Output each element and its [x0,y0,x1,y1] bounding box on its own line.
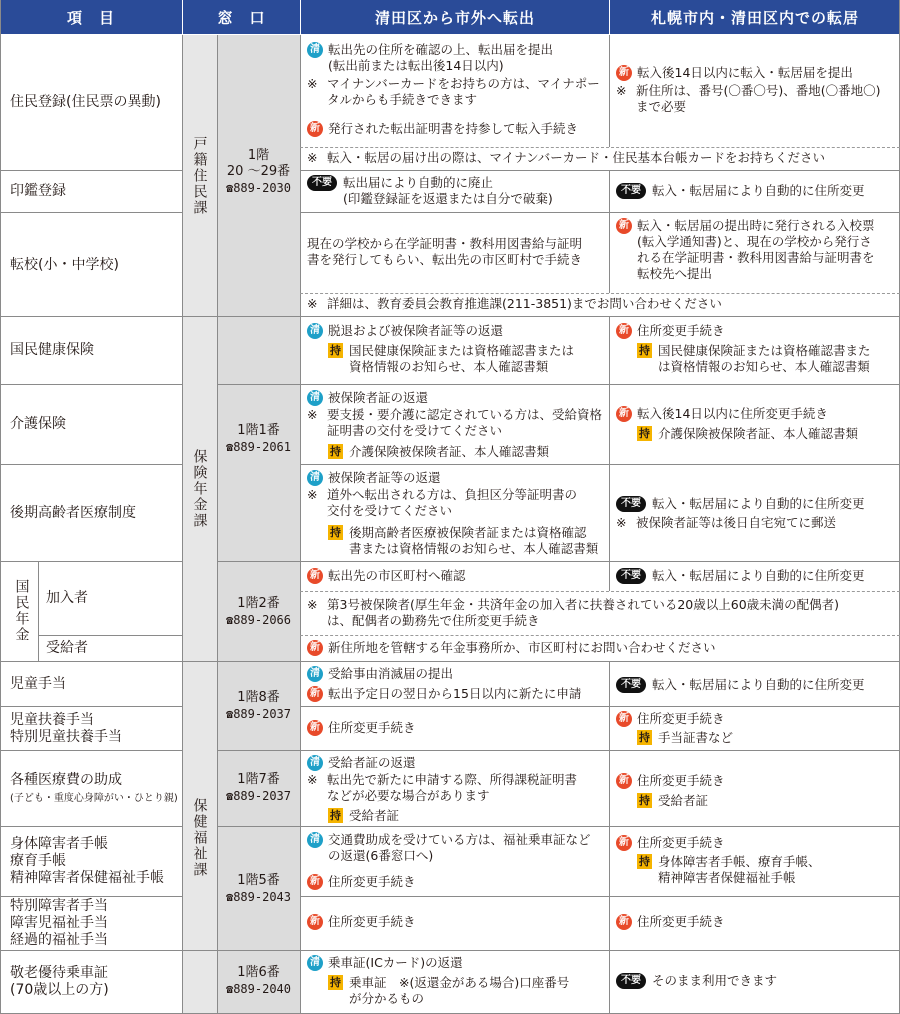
window-floor: 1階8番 [237,690,280,705]
out-handbook-step: 清 交通費助成を受けている方は、福祉乗車証など の返還(6番窓口へ) [307,832,591,864]
header-moving-out: 清田区から市外へ転出 [301,0,609,34]
move-school: 新 転入・転居届の提出時に発行される入校票 (転入学通知書)と、現在の学校から発行さ れる在学証明書・教科用図書給与証明書を 転校先へ提出 [616,218,875,282]
out-nhi-bring: 持 国民健康保険証または資格確認書または 資格情報のお知らせ、本人確認書類 [330,343,575,374]
window-phone: ☎889-2043 [225,890,292,904]
item-child-rearing-allowance: 児童扶養手当 特別児童扶養手当 [10,712,122,745]
out-elderly-note: ※ 道外へ転出される方は、負担区分等証明書の 交付を受けてください [307,487,578,518]
out-child-step-1: 清 受給事由消滅届の提出 [307,666,453,682]
out-elderly-bring: 持 後期高齢者医療被保険者証または資格確認 書または資格情報のお知らせ、本人確認書類 [330,525,599,556]
window-5 [217,772,300,804]
window-6 [217,873,300,905]
header-item: 項 目 [0,0,182,34]
window-3 [217,596,300,628]
move-resident-note: ※ 新住所は、番号(〇番〇号)、番地(〇番地〇) まで必要 [616,83,881,114]
out-seal: 不要 転出届により自動的に廃止 (印鑑登録証を返還または自分で破棄) [307,175,553,207]
header-moving-within: 札幌市内・清田区内での転居 [610,0,900,34]
item-resident-registration: 住民登録(住民票の異動) [10,94,161,110]
out-medical-note: ※ 転出先で新たに申請する際、所得課税証明書 などが必要な場合があります [307,772,578,803]
move-rearing-step: 新 住所変更手続き [616,711,725,727]
span-school-note: ※ 詳細は、教育委員会教育推進課(211-3851)までお問い合わせください [307,296,722,311]
item-pension-member: 加入者 [46,590,88,606]
move-pension: 不要 転入・転居届により自動的に住所変更 [616,568,865,584]
move-nhi-bring: 持 国民健康保険証または資格確認書また は資格情報のお知らせ、本人確認書類 [639,343,871,374]
item-medical-subsidy-note: (子ども・重度心身障がい・ひとり親) [10,793,178,804]
item-national-health-insurance: 国民健康保険 [10,342,94,358]
out-resident-note: ※ マイナンバーカードをお持ちの方は、マイナポー タルからも手続きできます [307,76,600,107]
window-7 [217,965,300,997]
item-senior-pass: 敬老優待乗車証 (70歳以上の方) [10,965,109,998]
out-child-step-2: 新 転出予定日の翌日から15日以内に新たに申請 [307,686,581,702]
item-seal-registration: 印鑑登録 [10,183,66,199]
move-resident-step-1: 新 転入後14日以内に転入・転居届を提出 [616,65,853,81]
move-medical-bring: 持 受給者証 [639,793,709,808]
out-resident-step-2: 新 発行された転出証明書を持参して転入手続き [307,121,578,137]
move-nhi-step: 新 住所変更手続き [616,323,725,339]
move-medical-step: 新 住所変更手続き [616,773,725,789]
window-phone: ☎889-2037 [225,789,292,803]
window-phone: ☎889-2030 [225,181,292,195]
out-nhi-step: 清 脱退および被保険者証等の返還 [307,323,503,339]
window-floor: 1階 20 ～29番 [226,148,291,179]
out-care-bring: 持 介護保険被保険者証、本人確認書類 [330,444,550,459]
window-floor: 1階5番 [237,873,280,888]
move-special-allowance: 新 住所変更手続き [616,914,725,930]
header-window: 窓 口 [183,0,300,34]
section-insurance-pension: 保険年金課 [191,448,208,529]
out-pension: 新 転出先の市区町村へ確認 [307,568,466,584]
out-special-allowance: 新 住所変更手続き [307,914,416,930]
out-senior-pass-step: 清 乗車証(ICカード)の返還 [307,955,463,971]
out-handbook-change: 新 住所変更手続き [307,874,416,890]
window-floor: 1階1番 [237,423,280,438]
section-health-welfare: 保健福祉課 [191,797,208,878]
item-late-elderly-medical: 後期高齢者医療制度 [10,505,136,521]
item-pension-recipient: 受給者 [46,640,88,656]
out-medical-step: 清 受給者証の返還 [307,755,416,771]
out-school: 現在の学校から在学証明書・教科用図書給与証明 書を発行してもらい、転出先の市区町村で手続き [307,236,583,267]
item-child-allowance: 児童手当 [10,676,66,692]
move-handbook-step: 新 住所変更手続き [616,835,725,851]
out-care-step: 清 被保険者証の返還 [307,390,428,406]
section-family-register: 戸籍住民課 [191,135,208,216]
window-floor: 1階2番 [237,596,280,611]
out-elderly-step: 清 被保険者証等の返還 [307,470,441,486]
window-phone: ☎889-2037 [225,707,292,721]
span-pension-recipient: 新 新住所地を管轄する年金事務所か、市区町村にお問い合わせください [307,640,716,656]
out-senior-pass-bring: 持 乗車証 ※(返還金がある場合)口座番号 が分かるもの [330,975,570,1006]
out-medical-bring: 持 受給者証 [330,808,400,823]
move-care-step: 新 転入後14日以内に住所変更手続き [616,406,828,422]
move-seal: 不要 転入・転居届により自動的に住所変更 [616,183,865,199]
window-phone: ☎889-2066 [225,613,292,627]
move-child: 不要 転入・転居届により自動的に住所変更 [616,677,865,693]
out-care-note: ※ 要支援・要介護に認定されている方は、受給資格 証明書の交付を受けてください [307,407,603,438]
move-care-bring: 持 介護保険被保険者証、本人確認書類 [639,426,859,441]
item-national-pension: 国民年金 [13,579,30,643]
window-2 [217,423,300,455]
move-rearing-bring: 持 手当証書など [639,730,734,745]
span-pension-note: ※ 第3号被保険者(厚生年金・共済年金の加入者に扶養されている20歳以上60歳未満の配偶者) は、配偶者の勤務先で住所変更手続き [307,597,840,628]
window-1 [217,148,300,196]
move-elderly-note: ※ 被保険者証等は後日自宅宛てに郵送 [616,515,837,530]
move-elderly-step: 不要 転入・転居届により自動的に住所変更 [616,496,865,512]
window-floor: 1階7番 [237,772,280,787]
window-floor: 1階6番 [237,965,280,980]
out-rearing: 新 住所変更手続き [307,720,416,736]
out-resident-step-1: 清 転出先の住所を確認の上、転出届を提出 (転出前または転出後14日以内) [307,42,553,74]
move-senior-pass: 不要 そのまま利用できます [616,973,777,989]
window-phone: ☎889-2061 [225,440,292,454]
item-medical-subsidy: 各種医療費の助成 [10,772,122,788]
item-disability-handbooks: 身体障害者手帳 療育手帳 精神障害者保健福祉手帳 [10,836,164,886]
item-school-transfer: 転校(小・中学校) [10,257,119,273]
span-resident-note: ※ 転入・転居の届け出の際は、マイナンバーカード・住民基本台帳カードをお持ちください [307,150,826,165]
item-long-term-care: 介護保険 [10,416,66,432]
item-special-allowances: 特別障害者手当 障害児福祉手当 経過的福祉手当 [10,898,108,948]
window-4 [217,690,300,722]
window-phone: ☎889-2040 [225,982,292,996]
move-handbook-bring: 持 身体障害者手帳、療育手帳、 精神障害者保健福祉手帳 [639,854,821,885]
